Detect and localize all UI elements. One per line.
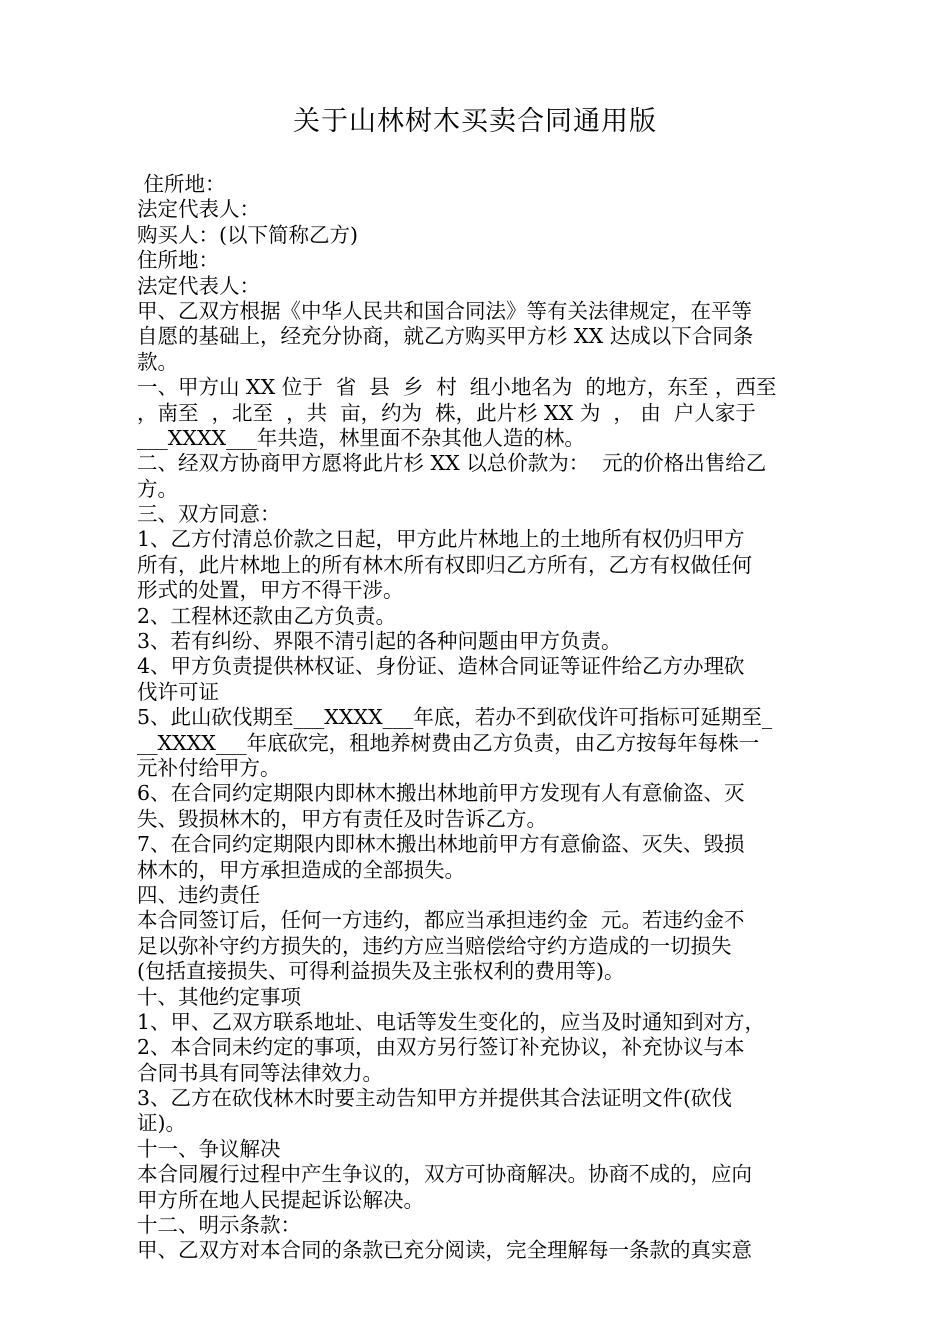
text-line: 法定代表人： — [137, 273, 260, 298]
text-line: 一、甲方山 XX 位于 省 县 乡 村 组小地名为 的地方，东至 ，西至 — [137, 375, 777, 400]
text-line: 林木的，甲方承担造成的全部损失。 — [137, 857, 465, 882]
text-line: 元补付给甲方。 — [137, 755, 281, 780]
text-line: __XXXX___年底砍完，租地养树费由乙方负责，由乙方按每年每株一 — [137, 730, 760, 755]
text-line: 本合同履行过程中产生争议的，双方可协商解决。协商不成的，应向 — [137, 1162, 752, 1187]
text-line: 四、违约责任 — [137, 882, 260, 907]
text-line: 方。 — [137, 476, 178, 501]
text-line: 1、甲、乙双方联系地址、电话等发生变化的，应当及时通知到对方， — [137, 1009, 766, 1034]
text-line: 自愿的基础上，经充分协商，就乙方购买甲方杉 XX 达成以下合同条 — [137, 324, 754, 349]
text-line: 款。 — [137, 349, 178, 374]
document-body — [137, 172, 817, 1264]
text-line: 证)。 — [137, 1111, 186, 1136]
text-line: 5、此山砍伐期至___XXXX___年底，若办不到砍伐许可指标可延期至_ — [137, 705, 773, 730]
text-line: 二、经双方协商甲方愿将此片杉 XX 以总价款为： 元的价格出售给乙 — [137, 451, 767, 476]
text-line: 甲、乙双方对本合同的条款已充分阅读，完全理解每一条款的真实意 — [137, 1238, 752, 1263]
text-line: (包括直接损失、可得利益损失及主张权利的费用等)。 — [137, 959, 625, 984]
text-line: 足以弥补守约方损失的，违约方应当赔偿给守约方造成的一切损失 — [137, 933, 732, 958]
text-line: 所有，此片林地上的所有林木所有权即归乙方所有，乙方有权做任何 — [137, 552, 752, 577]
text-line: ，南至 ，北至 ，共 亩，约为 株，此片杉 XX 为 ， 由 户人家于 — [137, 400, 756, 425]
text-line: 4、甲方负责提供林权证、身份证、造林合同证等证件给乙方办理砍 — [137, 654, 745, 679]
text-line: 三、双方同意： — [137, 502, 281, 527]
text-line: 十一、争议解决 — [137, 1136, 281, 1161]
text-line: 1、乙方付清总价款之日起，甲方此片林地上的土地所有权仍归甲方 — [137, 527, 745, 552]
text-line: 购买人：(以下简称乙方) — [137, 222, 358, 247]
text-line: 形式的处置，甲方不得干涉。 — [137, 578, 404, 603]
text-line: 伐许可证 — [137, 679, 219, 704]
text-line: 失、毁损林木的，甲方有责任及时告诉乙方。 — [137, 806, 547, 831]
text-line: 甲方所在地人民提起诉讼解决。 — [137, 1187, 424, 1212]
text-line: 住所地： — [137, 248, 219, 273]
text-line: 3、乙方在砍伐林木时要主动告知甲方并提供其合法证明文件(砍伐 — [137, 1086, 733, 1111]
text-line: 十二、明示条款： — [137, 1213, 301, 1238]
text-line: 3、若有纠纷、界限不清引起的各种问题由甲方负责。 — [137, 629, 622, 654]
text-line: 6、在合同约定期限内即林木搬出林地前甲方发现有人有意偷盗、灭 — [137, 781, 745, 806]
text-line: 2、本合同未约定的事项，由双方另行签订补充协议，补充协议与本 — [137, 1035, 745, 1060]
text-line: ___XXXX___年共造，林里面不杂其他人造的林。 — [137, 425, 585, 450]
document-title: 关于山林树木买卖合同通用版 — [293, 106, 657, 137]
text-line: 十、其他约定事项 — [137, 984, 301, 1009]
text-line: 法定代表人： — [137, 197, 260, 222]
text-line: 7、在合同约定期限内即林木搬出林地前甲方有意偷盗、灭失、毁损 — [137, 832, 745, 857]
text-line: 甲、乙双方根据《中华人民共和国合同法》等有关法律规定，在平等 — [137, 298, 752, 323]
text-line: 住所地： — [137, 172, 226, 196]
text-line: 2、工程林还款由乙方负责。 — [137, 603, 397, 628]
text-line: 合同书具有同等法律效力。 — [137, 1060, 383, 1085]
text-line: 本合同签订后，任何一方违约，都应当承担违约金 元。若违约金不 — [137, 908, 745, 933]
